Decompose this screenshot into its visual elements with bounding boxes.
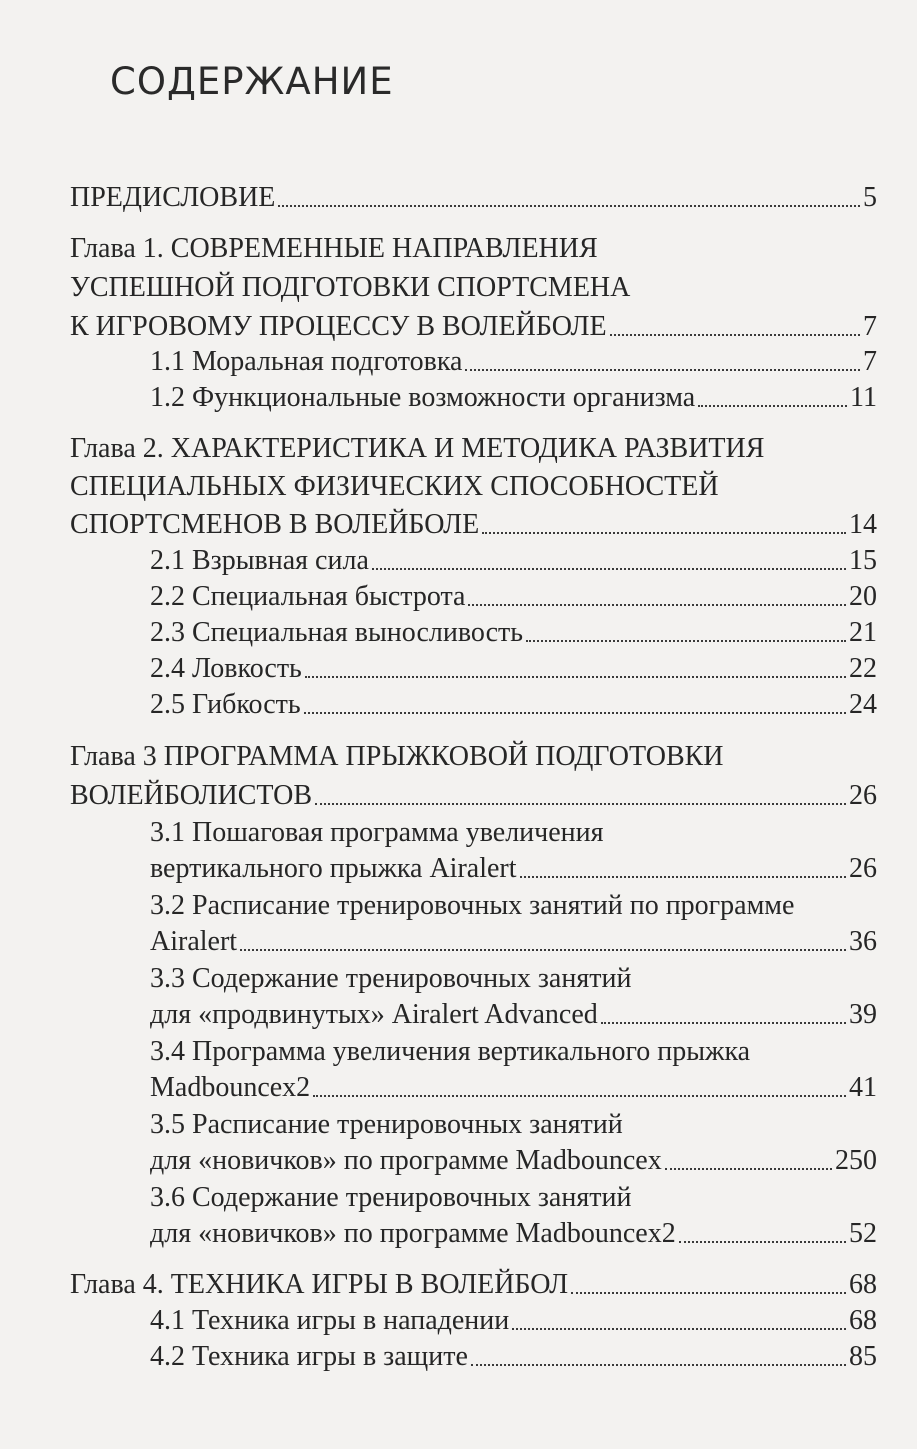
toc-entry-chapter-3 — [70, 778, 877, 814]
toc-page-number: 7 — [863, 311, 877, 342]
toc-entry-2-5 — [150, 687, 877, 723]
toc-page-number: 41 — [849, 1072, 877, 1103]
toc-page-number: 15 — [849, 545, 877, 576]
dot-leader — [240, 949, 846, 951]
dot-leader — [315, 803, 846, 805]
toc-page-number: 5 — [863, 182, 877, 213]
dot-leader — [665, 1168, 832, 1170]
toc-page-number: 21 — [849, 617, 877, 648]
toc-page-number: 11 — [850, 382, 877, 413]
dot-leader — [372, 568, 846, 570]
toc-entry-title: 2.1 Взрывная сила — [150, 545, 369, 576]
toc-entry-preface — [70, 180, 877, 216]
dot-leader — [304, 712, 846, 714]
dot-leader — [468, 604, 846, 606]
dot-leader — [571, 1292, 846, 1294]
dot-leader — [482, 532, 846, 534]
toc-page-number: 52 — [849, 1218, 877, 1249]
dot-leader — [512, 1328, 846, 1330]
dot-leader — [526, 640, 846, 642]
toc-page-number: 26 — [849, 853, 877, 884]
toc-entry-title: 2.4 Ловкость — [150, 653, 302, 684]
dot-leader — [610, 334, 860, 336]
toc-page-number: 20 — [849, 581, 877, 612]
toc-page-number: 36 — [849, 926, 877, 957]
toc-entry-4-2 — [150, 1339, 877, 1375]
toc-entry-title: для «новичков» по программе Madbouncex — [150, 1145, 662, 1176]
dot-leader — [471, 1364, 846, 1366]
dot-leader — [305, 676, 846, 678]
toc-entry-1-1 — [150, 344, 877, 380]
dot-leader — [465, 369, 860, 371]
toc-page-number: 39 — [849, 999, 877, 1030]
chapter-4-title: Глава 4. ТЕХНИКА ИГРЫ В ВОЛЕЙБОЛ — [70, 1269, 569, 1300]
toc-entry-2-1 — [150, 543, 877, 579]
toc-entry-3-4-line-1: 3.4 Программа увеличения вертикального прыжка — [150, 1036, 751, 1067]
toc-entry-title: вертикального прыжка Airalert — [150, 853, 517, 884]
dot-leader — [601, 1022, 846, 1024]
chapter-1-title-line-3: К ИГРОВОМУ ПРОЦЕССУ В ВОЛЕЙБОЛЕ — [70, 311, 607, 342]
toc-entry-3-5-line-1: 3.5 Расписание тренировочных занятий — [150, 1109, 623, 1140]
toc-page-number: 250 — [835, 1145, 877, 1176]
toc-entry-3-2 — [150, 924, 877, 960]
toc-entry-title: 4.2 Техника игры в защите — [150, 1341, 468, 1372]
toc-entry-title: для «новичков» по программе Madbouncex2 — [150, 1218, 676, 1249]
toc-page-number: 68 — [849, 1269, 877, 1300]
toc-entry-3-2-line-1: 3.2 Расписание тренировочных занятий по программе — [150, 890, 795, 921]
chapter-2-title-line-1: Глава 2. ХАРАКТЕРИСТИКА И МЕТОДИКА РАЗВИТИЯ — [70, 433, 765, 464]
toc-entry-2-3 — [150, 615, 877, 651]
dot-leader — [698, 405, 847, 407]
dot-leader — [679, 1241, 846, 1243]
dot-leader — [520, 876, 846, 878]
dot-leader — [278, 205, 860, 207]
toc-entry-title: для «продвинутых» Airalert Advanced — [150, 999, 598, 1030]
toc-entry-title: ПРЕДИСЛОВИЕ — [70, 182, 276, 213]
toc-page-number: 68 — [849, 1305, 877, 1336]
toc-entry-title: 2.2 Специальная быстрота — [150, 581, 466, 612]
toc-entry-3-4 — [150, 1070, 877, 1106]
toc-page-number: 7 — [863, 346, 877, 377]
chapter-1-title-line-1: Глава 1. СОВРЕМЕННЫЕ НАПРАВЛЕНИЯ — [70, 233, 598, 264]
toc-entry-title: 1.1 Моральная подготовка — [150, 346, 463, 377]
toc-entry-title: Madbouncex2 — [150, 1072, 311, 1103]
toc-entry-2-4 — [150, 651, 877, 687]
page-title: СОДЕРЖАНИЕ — [110, 60, 394, 103]
toc-entry-3-1 — [150, 851, 877, 887]
toc-page-number: 14 — [849, 509, 877, 540]
toc-entry-title: Airalert — [150, 926, 238, 957]
chapter-3-title-line-1: Глава 3 ПРОГРАММА ПРЫЖКОВОЙ ПОДГОТОВКИ — [70, 741, 724, 772]
toc-entry-chapter-2 — [70, 507, 877, 543]
toc-entry-1-2 — [150, 380, 877, 416]
toc-page-number: 85 — [849, 1341, 877, 1372]
toc-entry-3-6 — [150, 1216, 877, 1252]
toc-entry-chapter-1 — [70, 309, 877, 345]
toc-entry-title: 4.1 Техника игры в нападении — [150, 1305, 510, 1336]
chapter-2-title-line-3: СПОРТСМЕНОВ В ВОЛЕЙБОЛЕ — [70, 509, 480, 540]
toc-entry-chapter-4 — [70, 1267, 877, 1303]
toc-entry-title: 2.5 Гибкость — [150, 689, 301, 720]
toc-entry-title: 1.2 Функциональные возможности организма — [150, 382, 696, 413]
toc-page-number: 24 — [849, 689, 877, 720]
toc-entry-3-3-line-1: 3.3 Содержание тренировочных занятий — [150, 963, 632, 994]
toc-page-number: 22 — [849, 653, 877, 684]
toc-entry-title: 2.3 Специальная выносливость — [150, 617, 524, 648]
toc-entry-2-2 — [150, 579, 877, 615]
dot-leader — [313, 1095, 846, 1097]
toc-entry-3-1-line-1: 3.1 Пошаговая программа увеличения — [150, 817, 604, 848]
chapter-3-title-line-2: ВОЛЕЙБОЛИСТОВ — [70, 780, 313, 811]
toc-entry-3-5 — [150, 1143, 877, 1179]
chapter-1-title-line-2: УСПЕШНОЙ ПОДГОТОВКИ СПОРТСМЕНА — [70, 272, 631, 303]
toc-entry-3-6-line-1: 3.6 Содержание тренировочных занятий — [150, 1182, 632, 1213]
toc-entry-4-1 — [150, 1303, 877, 1339]
chapter-2-title-line-2: СПЕЦИАЛЬНЫХ ФИЗИЧЕСКИХ СПОСОБНОСТЕЙ — [70, 471, 719, 502]
toc-page-number: 26 — [849, 780, 877, 811]
toc-entry-3-3 — [150, 997, 877, 1033]
